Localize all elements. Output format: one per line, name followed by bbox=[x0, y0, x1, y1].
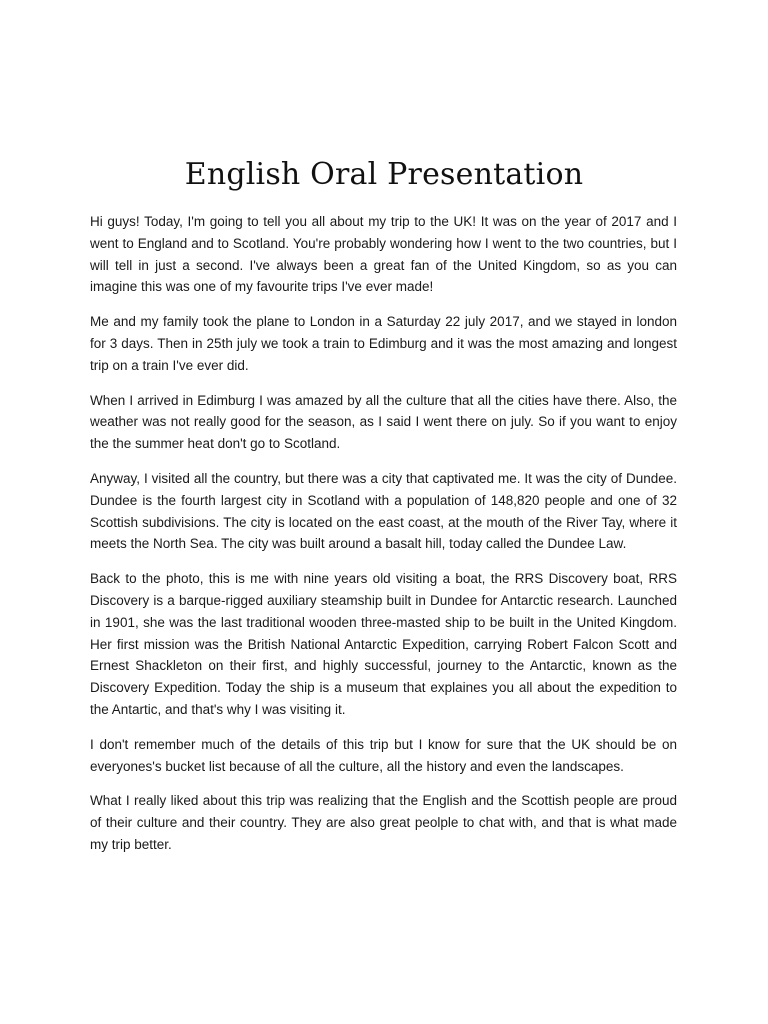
paragraph-6: I don't remember much of the details of this trip but I know for sure that the UK should be on everyones's bucket list because of all the culture, all the history and even the landscapes. bbox=[90, 736, 677, 774]
document-body bbox=[90, 211, 677, 869]
paragraph-5: Back to the photo, this is me with nine years old visiting a boat, the RRS Discovery boat, RRS Discovery is a barque-rigged auxiliary steamship built in Dundee for Antarctic research. Launched in 1901, she was the last traditional wooden three-masted ship to be built in the United Kingdom. Her first mission was the British National Antarctic Expedition, carrying Robert Falcon Scott and Ernest Shackleton on their first, and highly successful, journey to the Antarctic, known as the Discovery Expedition. Today the ship is a museum that explaines you all about the expedition to the Antartic, and that's why I was visiting it. bbox=[90, 571, 677, 717]
paragraph-1: Hi guys! Today, I'm going to tell you all about my trip to the UK! It was on the year of 2017 and I went to England and to Scotland. You're probably wondering how I went to the two countries, but I will tell in just a second. I've always been a great fan of the United Kingdom, so as you can imagine this was one of my favourite trips I've ever made! bbox=[90, 214, 677, 295]
paragraph-3: When I arrived in Edimburg I was amazed by all the culture that all the cities have there. Also, the weather was not really good for the season, as I said I went there on july. So if you want to enjoy the the summer heat don't go to Scotland. bbox=[90, 392, 677, 452]
paragraph-7: What I really liked about this trip was realizing that the English and the Scottish people are proud of their culture and their country. They are also great peolple to chat with, and that is what made my trip better. bbox=[90, 793, 677, 852]
document-title: English Oral Presentation bbox=[184, 157, 584, 192]
paragraph-2: Me and my family took the plane to London in a Saturday 22 july 2017, and we stayed in london for 3 days. Then in 25th july we took a train to Edimburg and it was the most amazing and longest trip on a train I've ever did. bbox=[90, 314, 677, 373]
paragraph-4: Anyway, I visited all the country, but there was a city that captivated me. It was the city of Dundee. Dundee is the fourth largest city in Scotland with a population of 148,820 people and one of 32 Scottish subdivisions. The city is located on the east coast, at the mouth of the River Tay, where it meets the North Sea. The city was built around a basalt hill, today called the Dundee Law. bbox=[90, 470, 677, 552]
